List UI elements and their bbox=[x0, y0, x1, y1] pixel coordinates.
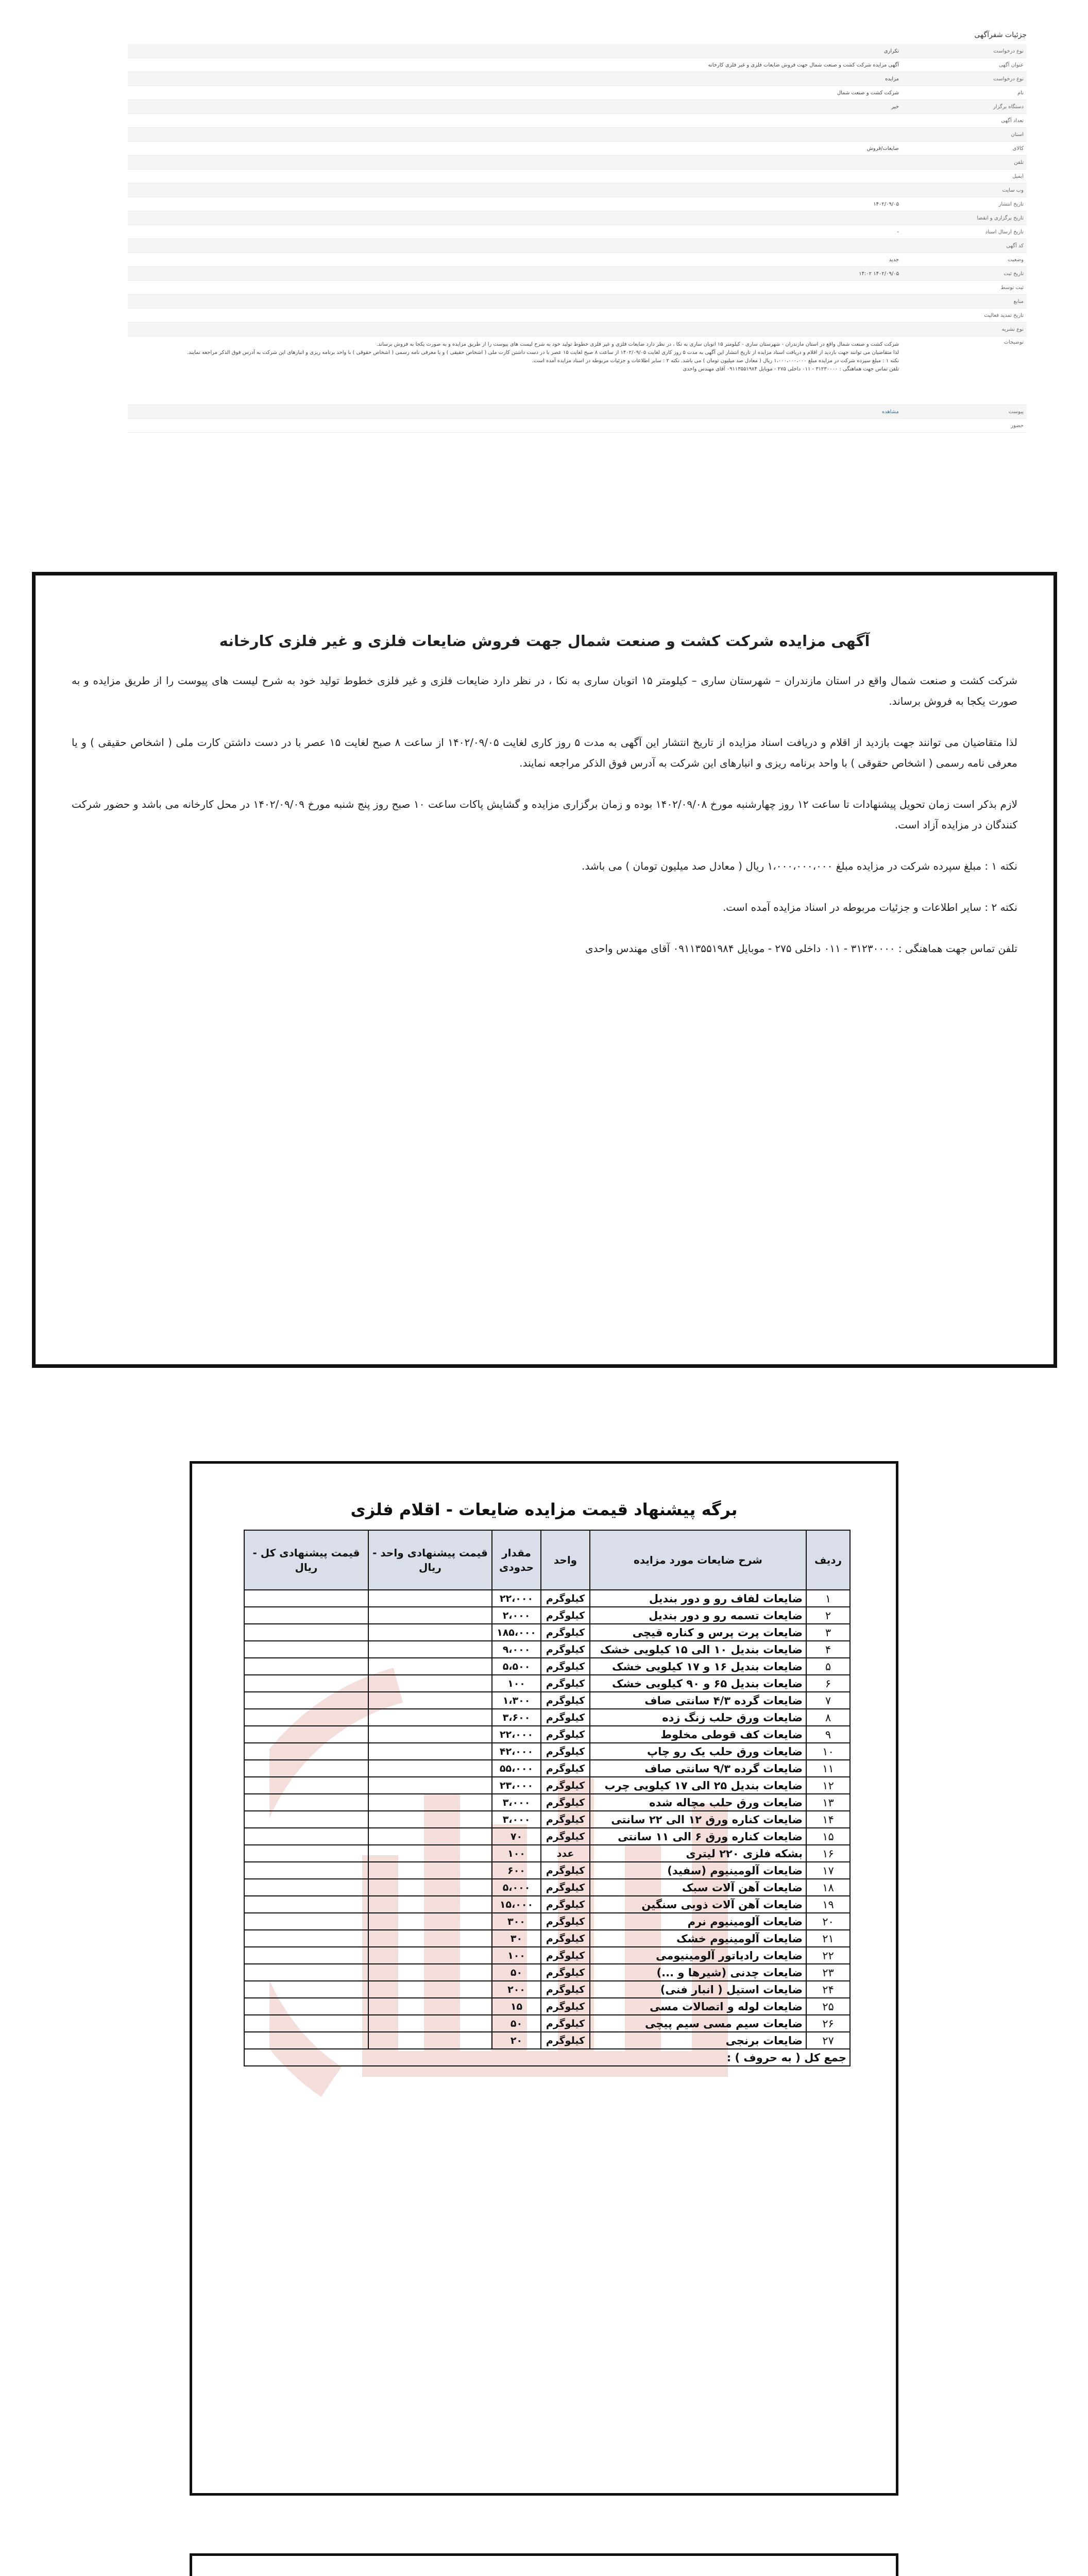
item-description: ضایعات آهن آلات سبک bbox=[590, 1879, 806, 1896]
detail-value: شرکت کشت و صنعت شمال bbox=[837, 90, 899, 96]
detail-label: حضور bbox=[1011, 422, 1024, 429]
attachment-link[interactable]: مشاهده bbox=[881, 409, 899, 415]
detail-value: خیر bbox=[891, 104, 899, 110]
unit-price-cell bbox=[368, 2015, 492, 2032]
table-row bbox=[244, 1692, 850, 1709]
total-price-cell bbox=[244, 1964, 368, 1981]
column-header: ردیف bbox=[806, 1530, 850, 1590]
row-number: ۲ bbox=[806, 1607, 850, 1624]
total-price-cell bbox=[244, 1624, 368, 1641]
item-unit: کیلوگرم bbox=[541, 1743, 590, 1760]
row-number: ۵ bbox=[806, 1658, 850, 1675]
detail-label: نوع نشریه bbox=[1001, 326, 1024, 332]
detail-value: ۱۴۰۲/۰۹/۰۵ bbox=[873, 201, 899, 207]
item-description: ضایعات تسمه رو و دور بندیل bbox=[590, 1607, 806, 1624]
unit-price-cell bbox=[368, 2032, 492, 2049]
table-row bbox=[244, 2032, 850, 2049]
unit-price-cell bbox=[368, 1896, 492, 1913]
detail-value bbox=[128, 286, 902, 289]
row-number: ۱۲ bbox=[806, 1777, 850, 1794]
total-price-cell bbox=[244, 1709, 368, 1726]
item-description: ضایعات سیم مسی سیم پیچی bbox=[590, 2015, 806, 2032]
detail-row-attachment bbox=[128, 405, 1027, 419]
detail-label: نام bbox=[1017, 90, 1024, 96]
item-description: ضایعات پرت پرس و کناره قیچی bbox=[590, 1624, 806, 1641]
row-number: ۱۳ bbox=[806, 1794, 850, 1811]
detail-row bbox=[128, 142, 1027, 156]
item-description: ضایعات بندیل ۲۵ الی ۱۷ کیلویی چرب bbox=[590, 1777, 806, 1794]
item-quantity: ۲۳،۰۰۰ bbox=[492, 1777, 541, 1794]
row-number: ۶ bbox=[806, 1675, 850, 1692]
table-row bbox=[244, 1760, 850, 1777]
detail-label: تاریخ انتشار bbox=[998, 201, 1024, 207]
unit-price-cell bbox=[368, 1828, 492, 1845]
item-unit: کیلوگرم bbox=[541, 1777, 590, 1794]
row-number: ۲۴ bbox=[806, 1981, 850, 1998]
item-unit: عدد bbox=[541, 1845, 590, 1862]
total-price-cell bbox=[244, 1896, 368, 1913]
total-price-cell bbox=[244, 1947, 368, 1964]
item-unit: کیلوگرم bbox=[541, 1692, 590, 1709]
item-quantity: ۴۲،۰۰۰ bbox=[492, 1743, 541, 1760]
detail-value: - bbox=[897, 229, 899, 235]
total-price-cell bbox=[244, 1607, 368, 1624]
item-quantity: ۳۰۰ bbox=[492, 1913, 541, 1930]
detail-description bbox=[128, 340, 902, 375]
detail-label: پیوست bbox=[1008, 409, 1024, 415]
item-description: ضایعات برنجی bbox=[590, 2032, 806, 2049]
total-price-cell bbox=[244, 2032, 368, 2049]
row-number: ۱۴ bbox=[806, 1811, 850, 1828]
column-header: مقدار حدودی bbox=[492, 1530, 541, 1590]
item-quantity: ۷۰ bbox=[492, 1828, 541, 1845]
item-quantity: ۱۸۵،۰۰۰ bbox=[492, 1624, 541, 1641]
total-price-cell bbox=[244, 1811, 368, 1828]
row-number: ۱ bbox=[806, 1590, 850, 1607]
unit-price-cell bbox=[368, 1777, 492, 1794]
detail-row bbox=[128, 156, 1027, 170]
detail-value: تکراری bbox=[883, 48, 899, 54]
item-unit: کیلوگرم bbox=[541, 1658, 590, 1675]
detail-row bbox=[128, 419, 1027, 433]
total-price-cell bbox=[244, 1794, 368, 1811]
row-number: ۴ bbox=[806, 1641, 850, 1658]
item-description: ضایعات ورق حلب زنگ زده bbox=[590, 1709, 806, 1726]
item-description: ضایعات کف قوطی مخلوط bbox=[590, 1726, 806, 1743]
table-row bbox=[244, 1947, 850, 1964]
auction-ad-box bbox=[32, 572, 1057, 1368]
detail-row bbox=[128, 128, 1027, 142]
item-description: ضایعات گرده ۹/۳ سانتی صاف bbox=[590, 1760, 806, 1777]
table-row bbox=[244, 1879, 850, 1896]
unit-price-cell bbox=[368, 1845, 492, 1862]
total-price-cell bbox=[244, 1998, 368, 2015]
item-description: ضایعات بندیل ۱۰ الی ۱۵ کیلویی خشک bbox=[590, 1641, 806, 1658]
table-row bbox=[244, 1896, 850, 1913]
description-line: لذا متقاضیان می توانند جهت بازدید از اقلام و دریافت اسناد مزایده از تاریخ انتشار این آگهی به مدت ۵ روز کاری لغایت ۱۴۰۲/۰۹/۰۵ از ساعت ۸ صبح لغایت ۱۵ عصر با در دست داشتن کارت ملی ( اشخاص حقیقی ) و یا معرفی نامه رسمی ( اشخاص حقوقی ) با واحد برنامه ریزی و انبارهای این شرکت به آدرس فوق الذکر مراجعه نمایند. bbox=[186, 350, 899, 355]
ad-paragraph: لازم بذکر است زمان تحویل پیشنهادات تا ساعت ۱۲ روز چهارشنبه مورخ ۱۴۰۲/۰۹/۰۸ بوده و زمان برگزاری مزایده و گشایش پاکات ساعت ۱۰ صبح روز پنج شنبه مورخ ۱۴۰۲/۰۹/۰۹ در محل کارخانه می باشد و حضور شرکت کنندگان در مزایده آزاد است. bbox=[72, 798, 1017, 831]
detail-label: منابع bbox=[1013, 298, 1024, 304]
column-header: شرح ضایعات مورد مزایده bbox=[590, 1530, 806, 1590]
item-quantity: ۳،۰۰۰ bbox=[492, 1794, 541, 1811]
item-unit: کیلوگرم bbox=[541, 1896, 590, 1913]
unit-price-cell bbox=[368, 1879, 492, 1896]
table-row bbox=[244, 1913, 850, 1930]
column-header: قیمت پیشنهادی واحد - ریال bbox=[368, 1530, 492, 1590]
row-number: ۸ bbox=[806, 1709, 850, 1726]
unit-price-cell bbox=[368, 1760, 492, 1777]
detail-value bbox=[128, 161, 902, 163]
detail-row bbox=[128, 323, 1027, 336]
table-row bbox=[244, 1964, 850, 1981]
unit-price-cell bbox=[368, 1947, 492, 1964]
detail-label: تاریخ برگزاری و انقضا bbox=[977, 215, 1024, 221]
unit-price-cell bbox=[368, 1930, 492, 1947]
detail-row bbox=[128, 72, 1027, 86]
item-description: ضایعات ورق حلب یک رو چاپ bbox=[590, 1743, 806, 1760]
item-description: ضایعات بندیل ۱۶ و ۱۷ کیلویی خشک bbox=[590, 1658, 806, 1675]
item-quantity: ۱۰۰ bbox=[492, 1845, 541, 1862]
total-price-cell bbox=[244, 1692, 368, 1709]
detail-row bbox=[128, 58, 1027, 72]
item-description: ضایعات لوله و اتصالات مسی bbox=[590, 1998, 806, 2015]
item-unit: کیلوگرم bbox=[541, 1947, 590, 1964]
row-number: ۲۷ bbox=[806, 2032, 850, 2049]
item-quantity: ۳۰ bbox=[492, 1930, 541, 1947]
detail-value bbox=[128, 300, 902, 302]
item-quantity: ۲۲،۰۰۰ bbox=[492, 1590, 541, 1607]
detail-value: ضایعات/فروش bbox=[866, 145, 899, 151]
detail-row bbox=[128, 267, 1027, 281]
row-number: ۱۰ bbox=[806, 1743, 850, 1760]
item-description: ضایعات چدنی (شیرها و ...) bbox=[590, 1964, 806, 1981]
row-number: ۲۲ bbox=[806, 1947, 850, 1964]
table-row bbox=[244, 1658, 850, 1675]
item-quantity: ۶۰۰ bbox=[492, 1862, 541, 1879]
total-price-cell bbox=[244, 1930, 368, 1947]
detail-label: نوع درخواست bbox=[993, 76, 1024, 82]
item-unit: کیلوگرم bbox=[541, 1675, 590, 1692]
detail-row bbox=[128, 183, 1027, 197]
detail-row bbox=[128, 197, 1027, 211]
item-quantity: ۱۰۰ bbox=[492, 1675, 541, 1692]
item-unit: کیلوگرم bbox=[541, 1811, 590, 1828]
detail-label: وضعیت bbox=[1008, 257, 1024, 263]
item-unit: کیلوگرم bbox=[541, 1709, 590, 1726]
unit-price-cell bbox=[368, 1709, 492, 1726]
detail-value: جدید bbox=[889, 257, 899, 263]
table-row bbox=[244, 1845, 850, 1862]
detail-label: وب سایت bbox=[1002, 187, 1024, 193]
item-quantity: ۵،۰۰۰ bbox=[492, 1879, 541, 1896]
total-in-words: جمع کل ( به حروف ) : bbox=[244, 2049, 850, 2066]
table-row bbox=[244, 1981, 850, 1998]
details-table bbox=[128, 44, 1027, 433]
item-unit: کیلوگرم bbox=[541, 1879, 590, 1896]
row-number: ۱۸ bbox=[806, 1879, 850, 1896]
row-number: ۷ bbox=[806, 1692, 850, 1709]
detail-row bbox=[128, 295, 1027, 309]
detail-row bbox=[128, 281, 1027, 295]
table-row bbox=[244, 2015, 850, 2032]
item-quantity: ۲۰ bbox=[492, 2032, 541, 2049]
item-quantity: ۵۵،۰۰۰ bbox=[492, 1760, 541, 1777]
total-price-cell bbox=[244, 1641, 368, 1658]
item-description: ضایعات آلومینیوم خشک bbox=[590, 1930, 806, 1947]
detail-row bbox=[128, 86, 1027, 100]
unit-price-cell bbox=[368, 1607, 492, 1624]
ad-paragraph: لذا متقاضیان می توانند جهت بازدید از اقلام و دریافت اسناد مزایده از تاریخ انتشار این آگهی به مدت ۵ روز کاری لغایت ۱۴۰۲/۰۹/۰۵ از ساعت ۸ صبح لغایت ۱۵ عصر با در دست داشتن کارت ملی ( اشخاص حقیقی ) و یا معرفی نامه رسمی ( اشخاص حقوقی ) با واحد برنامه ریزی و انبارهای این شرکت به آدرس فوق الذکر مراجعه نمایند. bbox=[72, 736, 1018, 769]
unit-price-cell bbox=[368, 1641, 492, 1658]
column-header: قیمت پیشنهادی کل - ریال bbox=[244, 1530, 368, 1590]
detail-label: عنوان آگهی bbox=[999, 62, 1024, 68]
row-number: ۱۱ bbox=[806, 1760, 850, 1777]
item-unit: کیلوگرم bbox=[541, 1862, 590, 1879]
column-header: واحد bbox=[541, 1530, 590, 1590]
item-quantity: ۱۵،۰۰۰ bbox=[492, 1896, 541, 1913]
item-unit: کیلوگرم bbox=[541, 1998, 590, 2015]
total-price-cell bbox=[244, 1828, 368, 1845]
detail-row bbox=[128, 309, 1027, 323]
item-description: ضایعات استیل ( انبار فنی) bbox=[590, 1981, 806, 1998]
detail-value bbox=[128, 217, 902, 219]
item-unit: کیلوگرم bbox=[541, 2032, 590, 2049]
item-quantity: ۵،۵۰۰ bbox=[492, 1658, 541, 1675]
row-number: ۲۱ bbox=[806, 1930, 850, 1947]
total-price-cell bbox=[244, 1981, 368, 1998]
unit-price-cell bbox=[368, 1692, 492, 1709]
detail-value bbox=[128, 328, 902, 330]
item-unit: کیلوگرم bbox=[541, 1794, 590, 1811]
description-line: تلفن تماس جهت هماهنگی : ۳۱۲۳۰۰۰۰ - ۰۱۱ داخلی ۲۷۵ - موبایل ۰۹۱۱۳۵۵۱۹۸۴ آقای مهندس واحدی bbox=[683, 366, 899, 372]
item-description: ضایعات بندیل ۶۵ و ۹۰ کیلویی خشک bbox=[590, 1675, 806, 1692]
item-unit: کیلوگرم bbox=[541, 1641, 590, 1658]
table-row bbox=[244, 1624, 850, 1641]
total-price-cell bbox=[244, 1845, 368, 1862]
detail-label: نوع درخواست bbox=[993, 48, 1024, 54]
unit-price-cell bbox=[368, 1998, 492, 2015]
details-panel bbox=[128, 31, 1027, 433]
item-unit: کیلوگرم bbox=[541, 1913, 590, 1930]
item-description: بشکه فلزی ۲۲۰ لیتری bbox=[590, 1845, 806, 1862]
item-quantity: ۳،۰۰۰ bbox=[492, 1811, 541, 1828]
detail-row bbox=[128, 100, 1027, 114]
detail-value bbox=[128, 425, 902, 427]
table-row bbox=[244, 1777, 850, 1794]
total-price-cell bbox=[244, 1658, 368, 1675]
table-row bbox=[244, 1930, 850, 1947]
unit-price-cell bbox=[368, 1862, 492, 1879]
metal-sheet-title: برگه پیشنهاد قیمت مزایده ضایعات - اقلام فلزی bbox=[350, 1500, 738, 1519]
table-row bbox=[244, 1590, 850, 1607]
table-row bbox=[244, 1811, 850, 1828]
item-description: ضایعات کناره ورق ۶ الی ۱۱ سانتی bbox=[590, 1828, 806, 1845]
detail-value bbox=[128, 189, 902, 191]
detail-label: تاریخ ثبت bbox=[1004, 270, 1024, 277]
table-row bbox=[244, 1607, 850, 1624]
row-number: ۱۷ bbox=[806, 1862, 850, 1879]
detail-row bbox=[128, 211, 1027, 225]
unit-price-cell bbox=[368, 1658, 492, 1675]
row-number: ۱۶ bbox=[806, 1845, 850, 1862]
ad-body bbox=[72, 670, 1017, 959]
item-description: ضایعات رادیاتور آلومینیومی bbox=[590, 1947, 806, 1964]
unit-price-cell bbox=[368, 1590, 492, 1607]
detail-label: تاریخ تمدید فعالیت bbox=[984, 312, 1024, 318]
total-price-cell bbox=[244, 1726, 368, 1743]
metal-items-sheet bbox=[190, 1461, 898, 2496]
row-number: ۲۶ bbox=[806, 2015, 850, 2032]
detail-value bbox=[128, 133, 902, 135]
item-unit: کیلوگرم bbox=[541, 1760, 590, 1777]
detail-value bbox=[128, 245, 902, 247]
ad-paragraph: نکته ۱ : مبلغ سپرده شرکت در مزایده مبلغ ۱،۰۰۰،۰۰۰،۰۰۰ ریال ( معادل صد میلیون تومان ) می باشد. bbox=[581, 860, 1017, 872]
item-quantity: ۳،۶۰۰ bbox=[492, 1709, 541, 1726]
item-unit: کیلوگرم bbox=[541, 1981, 590, 1998]
ad-paragraph: تلفن تماس جهت هماهنگی : ۳۱۲۳۰۰۰۰ - ۰۱۱ داخلی ۲۷۵ - موبایل ۰۹۱۱۳۵۵۱۹۸۴ آقای مهندس واحدی bbox=[585, 942, 1017, 955]
total-price-cell bbox=[244, 1675, 368, 1692]
row-number: ۳ bbox=[806, 1624, 850, 1641]
row-number: ۲۰ bbox=[806, 1913, 850, 1930]
detail-label: دستگاه برگزار bbox=[993, 104, 1024, 110]
table-row bbox=[244, 1743, 850, 1760]
non-metal-items-sheet bbox=[190, 2553, 898, 2576]
item-quantity: ۲۲،۰۰۰ bbox=[492, 1726, 541, 1743]
detail-row bbox=[128, 239, 1027, 253]
table-row bbox=[244, 1641, 850, 1658]
item-unit: کیلوگرم bbox=[541, 2015, 590, 2032]
description-line: شرکت کشت و صنعت شمال واقع در استان مازندران - شهرستان ساری - کیلومتر ۱۵ اتوبان ساری به نکا ، در نظر دارد ضایعات فلزی و غیر فلزی خطوط تولید خود به شرح لیست های پیوست را از طریق مزایده و به صورت یکجا به فروش برساند. bbox=[376, 342, 899, 347]
item-quantity: ۵۰ bbox=[492, 2015, 541, 2032]
total-price-cell bbox=[244, 1743, 368, 1760]
item-quantity: ۵۰ bbox=[492, 1964, 541, 1981]
item-quantity: ۲،۰۰۰ bbox=[492, 1607, 541, 1624]
row-number: ۱۵ bbox=[806, 1828, 850, 1845]
total-price-cell bbox=[244, 1879, 368, 1896]
total-price-cell bbox=[244, 2015, 368, 2032]
item-description: ضایعات گرده ۴/۳ سانتی صاف bbox=[590, 1692, 806, 1709]
detail-row-description bbox=[128, 336, 1027, 405]
detail-label: کد آگهی bbox=[1006, 243, 1024, 249]
detail-label: ایمیل bbox=[1012, 173, 1024, 179]
detail-value: آگهی مزایده شرکت کشت و صنعت شمال جهت فروش ضایعات فلزی و غیر فلزی کارخانه bbox=[708, 62, 899, 68]
detail-value bbox=[128, 120, 902, 122]
total-price-cell bbox=[244, 1913, 368, 1930]
table-row bbox=[244, 1828, 850, 1845]
item-quantity: ۹،۰۰۰ bbox=[492, 1641, 541, 1658]
table-row bbox=[244, 1794, 850, 1811]
item-quantity: ۱،۳۰۰ bbox=[492, 1692, 541, 1709]
detail-row bbox=[128, 44, 1027, 58]
detail-row bbox=[128, 253, 1027, 267]
unit-price-cell bbox=[368, 1675, 492, 1692]
table-row bbox=[244, 1709, 850, 1726]
total-price-cell bbox=[244, 1760, 368, 1777]
unit-price-cell bbox=[368, 1726, 492, 1743]
detail-label: ثبت توسط bbox=[1000, 284, 1024, 291]
item-unit: کیلوگرم bbox=[541, 1624, 590, 1641]
unit-price-cell bbox=[368, 1794, 492, 1811]
detail-value bbox=[128, 175, 902, 177]
detail-label: استان bbox=[1011, 131, 1024, 138]
item-unit: کیلوگرم bbox=[541, 1964, 590, 1981]
ad-title: آگهی مزایده شرکت کشت و صنعت شمال جهت فروش ضایعات فلزی و غیر فلزی کارخانه bbox=[219, 632, 870, 650]
row-number: ۹ bbox=[806, 1726, 850, 1743]
row-number: ۱۹ bbox=[806, 1896, 850, 1913]
detail-label: تاریخ ارسال اسناد bbox=[985, 229, 1024, 235]
unit-price-cell bbox=[368, 1743, 492, 1760]
table-row bbox=[244, 1998, 850, 2015]
table-row bbox=[244, 1726, 850, 1743]
item-quantity: ۱۵ bbox=[492, 1998, 541, 2015]
total-row bbox=[244, 2049, 850, 2066]
unit-price-cell bbox=[368, 1981, 492, 1998]
detail-value: مزایده bbox=[885, 76, 899, 82]
item-unit: کیلوگرم bbox=[541, 1607, 590, 1624]
unit-price-cell bbox=[368, 1913, 492, 1930]
item-quantity: ۱۰۰ bbox=[492, 1947, 541, 1964]
total-price-cell bbox=[244, 1862, 368, 1879]
item-description: ضایعات ورق حلب مچاله شده bbox=[590, 1794, 806, 1811]
item-description: ضایعات آهن آلات ذوبی سنگین bbox=[590, 1896, 806, 1913]
unit-price-cell bbox=[368, 1624, 492, 1641]
item-unit: کیلوگرم bbox=[541, 1590, 590, 1607]
table-row bbox=[244, 1675, 850, 1692]
total-price-cell bbox=[244, 1777, 368, 1794]
item-description: ضایعات کناره ورق ۱۲ الی ۲۲ سانتی bbox=[590, 1811, 806, 1828]
description-line: نکته ۱ : مبلغ سپرده شرکت در مزایده مبلغ ۱،۰۰۰،۰۰۰،۰۰۰ ریال ( معادل صد میلیون تومان ) می باشد. نکته ۲ : سایر اطلاعات و جزئیات مربوطه در اسناد مزایده آمده است. bbox=[532, 358, 899, 364]
detail-value bbox=[128, 314, 902, 316]
item-quantity: ۲۰۰ bbox=[492, 1981, 541, 1998]
row-number: ۲۵ bbox=[806, 1998, 850, 2015]
item-unit: کیلوگرم bbox=[541, 1726, 590, 1743]
detail-label: تلفن bbox=[1014, 159, 1024, 165]
item-description: ضایعات آلومینیوم نرم bbox=[590, 1913, 806, 1930]
detail-row bbox=[128, 170, 1027, 183]
ad-paragraph: نکته ۲ : سایر اطلاعات و جزئیات مربوطه در اسناد مزایده آمده است. bbox=[722, 901, 1017, 913]
item-unit: کیلوگرم bbox=[541, 1828, 590, 1845]
item-description: ضایعات آلومینیوم (سفید) bbox=[590, 1862, 806, 1879]
details-title: جزئیات شفرآگهی bbox=[974, 31, 1027, 39]
detail-label: کالای bbox=[1012, 145, 1024, 151]
unit-price-cell bbox=[368, 1811, 492, 1828]
table-row bbox=[244, 1862, 850, 1879]
detail-label: توضیحات bbox=[1004, 340, 1024, 345]
detail-row bbox=[128, 225, 1027, 239]
detail-label: تعداد آگهی bbox=[1001, 117, 1024, 124]
item-unit: کیلوگرم bbox=[541, 1930, 590, 1947]
ad-paragraph: شرکت کشت و صنعت شمال واقع در استان مازندران – شهرستان ساری – کیلومتر ۱۵ اتوبان ساری به نکا ، در نظر دارد ضایعات فلزی و غیر فلزی خطوط تولید خود به شرح لیست های پیوست را از طریق مزایده و به صورت یکجا به فروش برساند. bbox=[72, 674, 1017, 707]
detail-row bbox=[128, 114, 1027, 128]
unit-price-cell bbox=[368, 1964, 492, 1981]
row-number: ۲۳ bbox=[806, 1964, 850, 1981]
detail-value: ۱۴۰۲/۰۹/۰۵ ۱۴:۰۲ bbox=[859, 270, 899, 277]
total-price-cell bbox=[244, 1590, 368, 1607]
metal-bid-table bbox=[244, 1530, 851, 2066]
item-description: ضایعات لفاف رو و دور بندیل bbox=[590, 1590, 806, 1607]
